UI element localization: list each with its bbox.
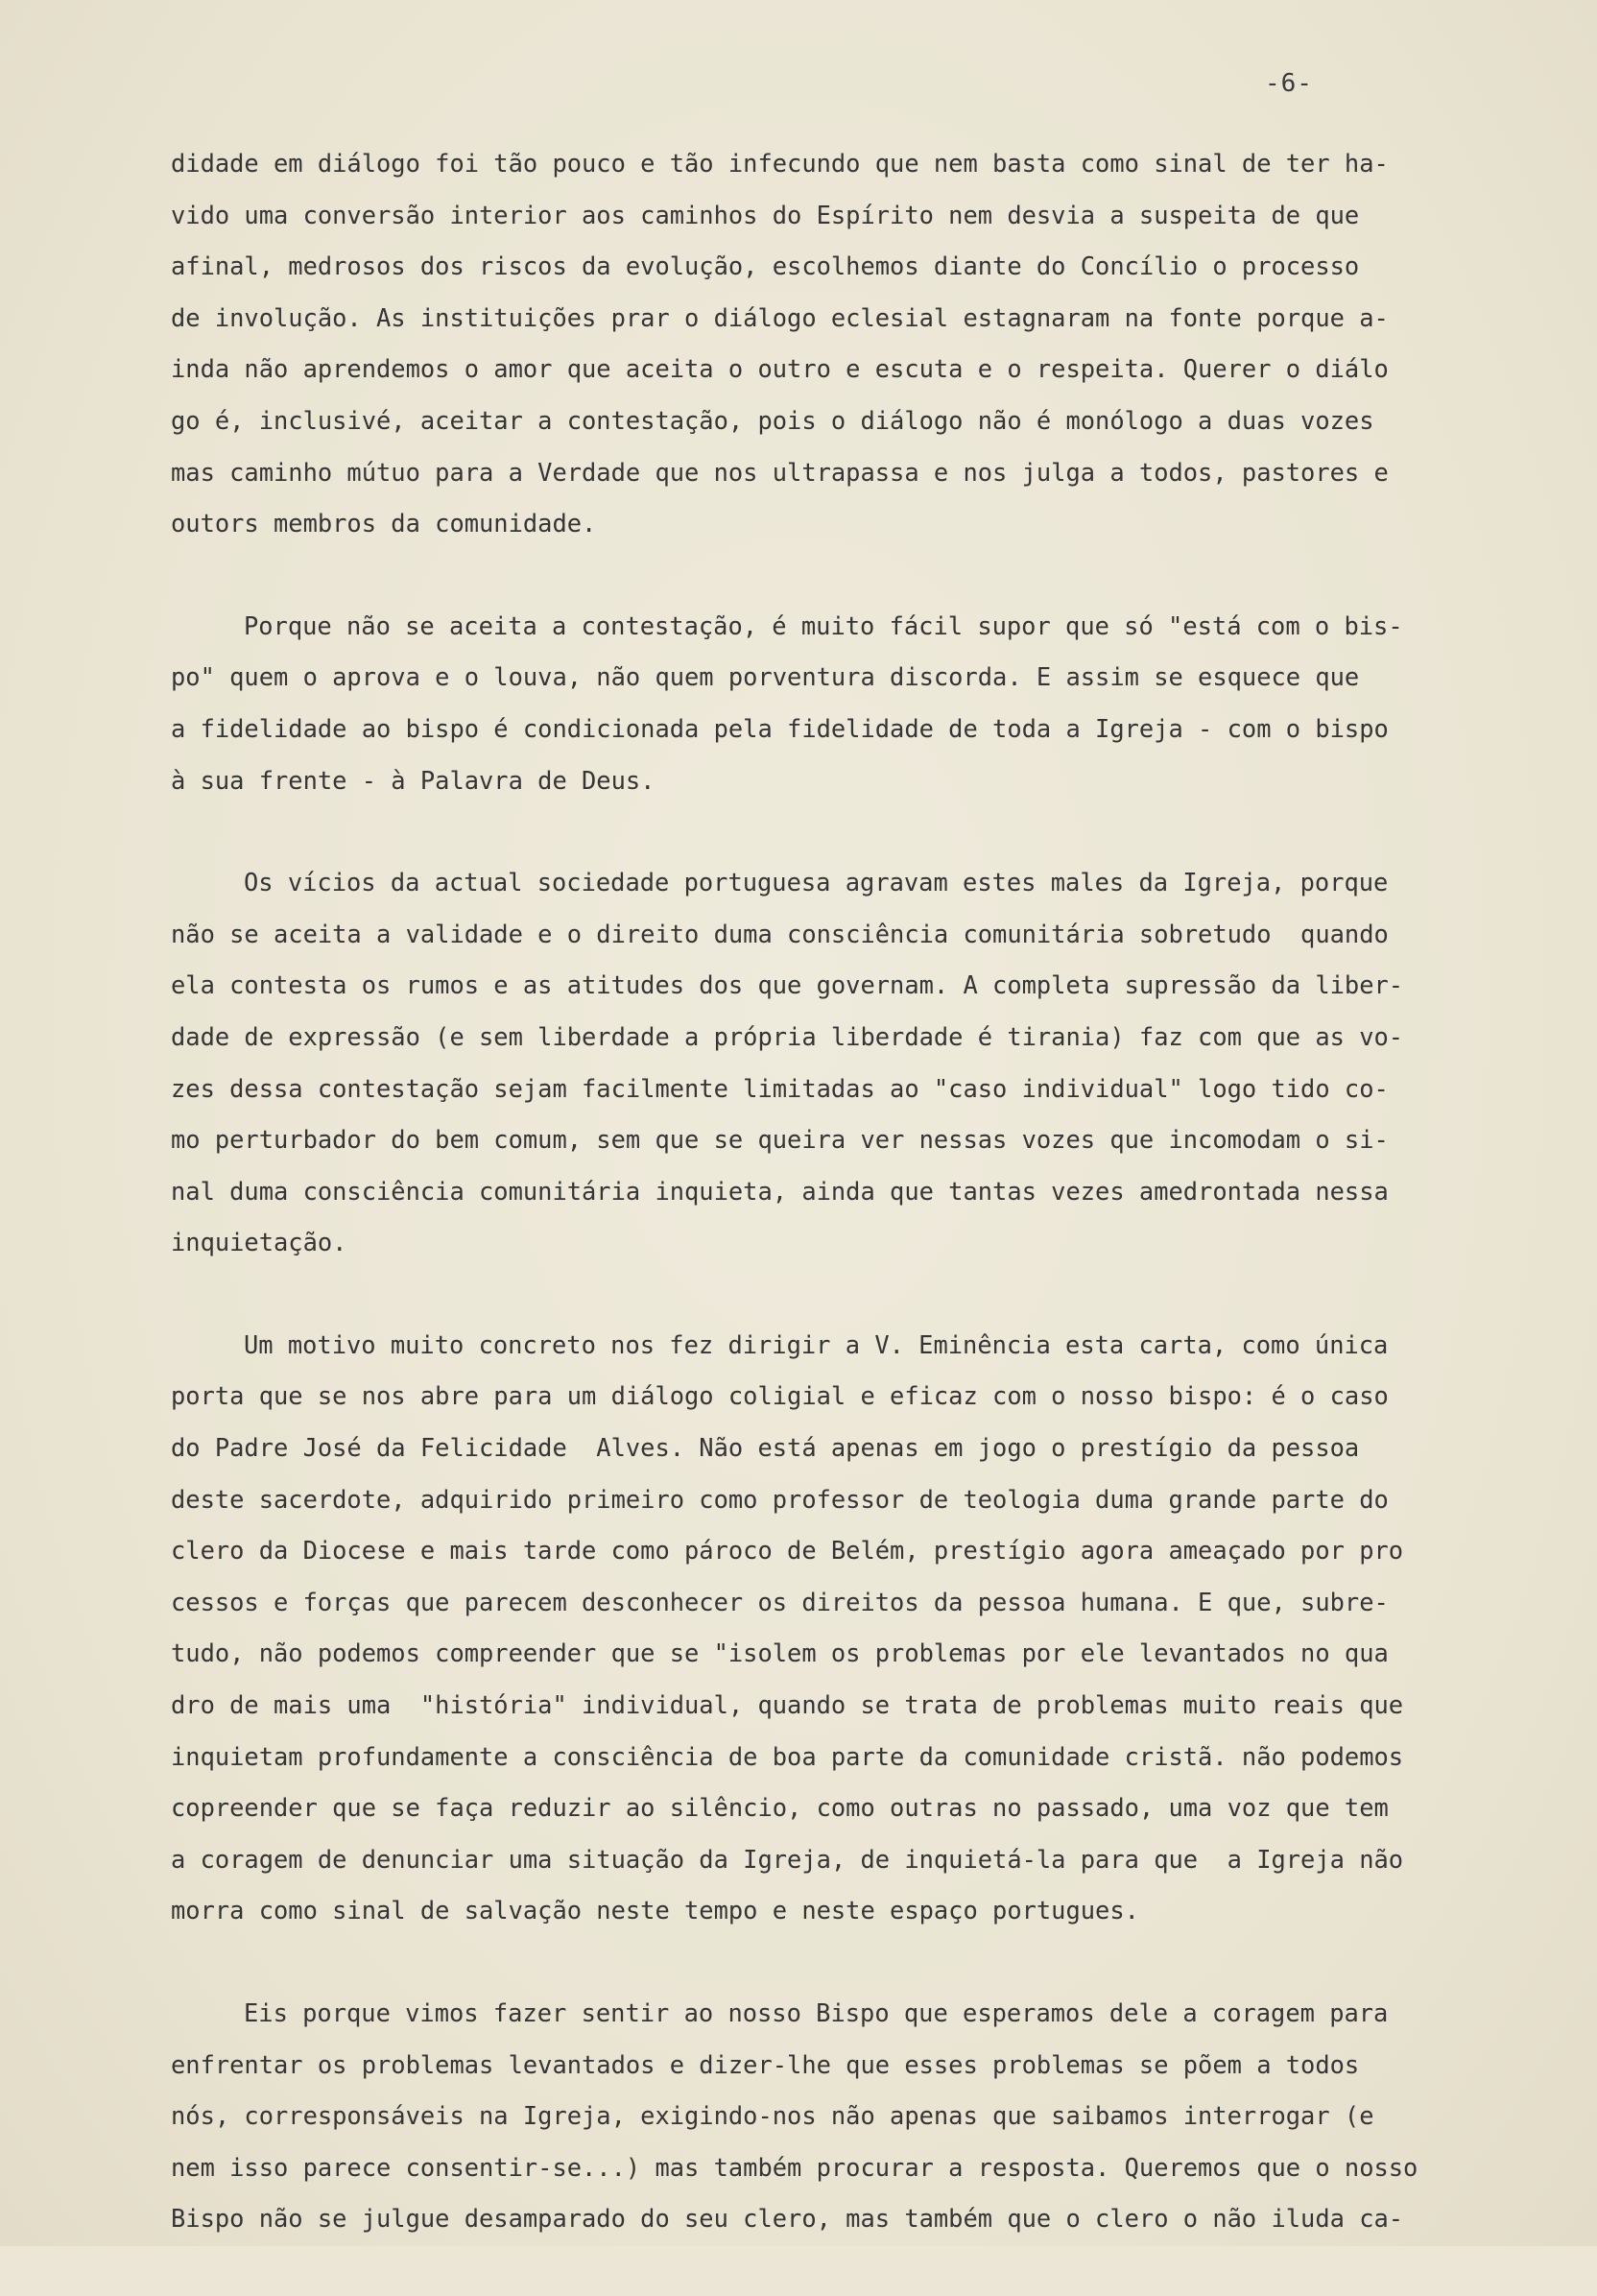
- text-line: clero da Diocese e mais tarde como pároco de Belém, prestígio agora ameaçado por pro: [171, 1536, 1404, 1566]
- paragraph-4: [171, 1320, 1457, 1937]
- paragraph-3: [171, 857, 1457, 1269]
- text-line: a coragem de denunciar uma situação da Igreja, de inquietá-la para que a Igreja não: [171, 1844, 1404, 1874]
- text-line: inquietação.: [171, 1228, 347, 1257]
- text-line: tudo, não podemos compreender que se "isolem os problemas por ele levantados no qua: [171, 1638, 1389, 1668]
- text-line: vido uma conversão interior aos caminhos do Espírito nem desvia a suspeita de que: [171, 200, 1360, 229]
- text-line: mas caminho mútuo para a Verdade que nos ultrapassa e nos julga a todos, pastores e: [171, 457, 1389, 487]
- text-line: porta que se nos abre para um diálogo coligial e eficaz com o nosso bispo: é o caso: [171, 1381, 1389, 1411]
- text-line: Bispo não se julgue desamparado do seu clero, mas também que o clero o não iluda ca-: [171, 2204, 1404, 2234]
- page-number: -6-: [1265, 69, 1313, 98]
- text-line: mo perturbador do bem comum, sem que se queira ver nessas vozes que incomodam o si-: [171, 1125, 1389, 1155]
- text-line: afinal, medrosos dos riscos da evolução, escolhemos diante do Concílio o processo: [171, 251, 1360, 281]
- text-line: zes dessa contestação sejam facilmente limitadas ao "caso individual" logo tido co-: [171, 1073, 1389, 1103]
- text-line: Os vícios da actual sociedade portuguesa agravam estes males da Igreja, porque: [244, 868, 1389, 897]
- paragraph-2: [171, 601, 1457, 806]
- text-line: outors membros da comunidade.: [171, 509, 597, 538]
- text-line: dade de expressão (e sem liberdade a própria liberdade é tirania) faz com que as vo-: [171, 1021, 1404, 1051]
- text-line: inquietam profundamente a consciência de boa parte da comunidade cristã. não podemos: [171, 1741, 1404, 1771]
- paragraph-1: [171, 138, 1457, 550]
- text-line: Um motivo muito concreto nos fez dirigir a V. Eminência esta carta, como única: [244, 1329, 1389, 1359]
- text-line: nal duma consciência comunitária inquieta, ainda que tantas vezes amedrontada nessa: [171, 1176, 1389, 1206]
- text-line: nós, corresponsáveis na Igreja, exigindo-nos não apenas que saibamos interrogar (e: [171, 2101, 1374, 2131]
- text-line: dro de mais uma "história" individual, quando se trata de problemas muito reais que: [171, 1690, 1404, 1720]
- text-line: copreender que se faça reduzir ao silêncio, como outras no passado, uma voz que tem: [171, 1793, 1389, 1823]
- text-line: ela contesta os rumos e as atitudes dos que governam. A completa supressão da liber-: [171, 970, 1404, 1000]
- text-line: go é, inclusivé, aceitar a contestação, pois o diálogo não é monólogo a duas vozes: [171, 405, 1374, 435]
- text-line: nem isso parece consentir-se...) mas também procurar a resposta. Queremos que o nosso: [171, 2152, 1418, 2182]
- text-line: Eis porque vimos fazer sentir ao nosso Bispo que esperamos dele a coragem para: [244, 1998, 1389, 2027]
- text-line: po" quem o aprova e o louva, não quem porventura discorda. E assim se esquece que: [171, 662, 1360, 692]
- text-line: a fidelidade ao bispo é condicionada pela fidelidade de toda a Igreja - com o bispo: [171, 713, 1389, 743]
- text-line: Porque não se aceita a contestação, é muito fácil supor que só "está com o bis-: [244, 610, 1403, 640]
- text-line: do Padre José da Felicidade Alves. Não está apenas em jogo o prestígio da pessoa: [171, 1433, 1360, 1463]
- paragraph-5: [171, 1988, 1457, 2245]
- text-line: deste sacerdote, adquirido primeiro como professor de teologia duma grande parte do: [171, 1484, 1389, 1514]
- text-line: inda não aprendemos o amor que aceita o outro e escuta e o respeita. Querer o diálo: [171, 354, 1389, 384]
- text-line: morra como sinal de salvação neste tempo e neste espaço portugues.: [171, 1896, 1139, 1925]
- text-line: enfrentar os problemas levantados e dizer-lhe que esses problemas se põem a todos: [171, 2049, 1360, 2079]
- letter-body: [171, 138, 1457, 2296]
- text-line: de involução. As instituições prar o diálogo eclesial estagnaram na fonte porque a-: [171, 302, 1389, 332]
- text-line: didade em diálogo foi tão pouco e tão infecundo que nem basta como sinal de ter ha-: [171, 149, 1389, 178]
- text-line: não se aceita a validade e o direito duma consciência comunitária sobretudo quando: [171, 919, 1389, 948]
- text-line: à sua frente - à Palavra de Deus.: [171, 765, 655, 795]
- text-line: cessos e forças que parecem desconhecer os direitos da pessoa humana. E que, subre-: [171, 1587, 1389, 1616]
